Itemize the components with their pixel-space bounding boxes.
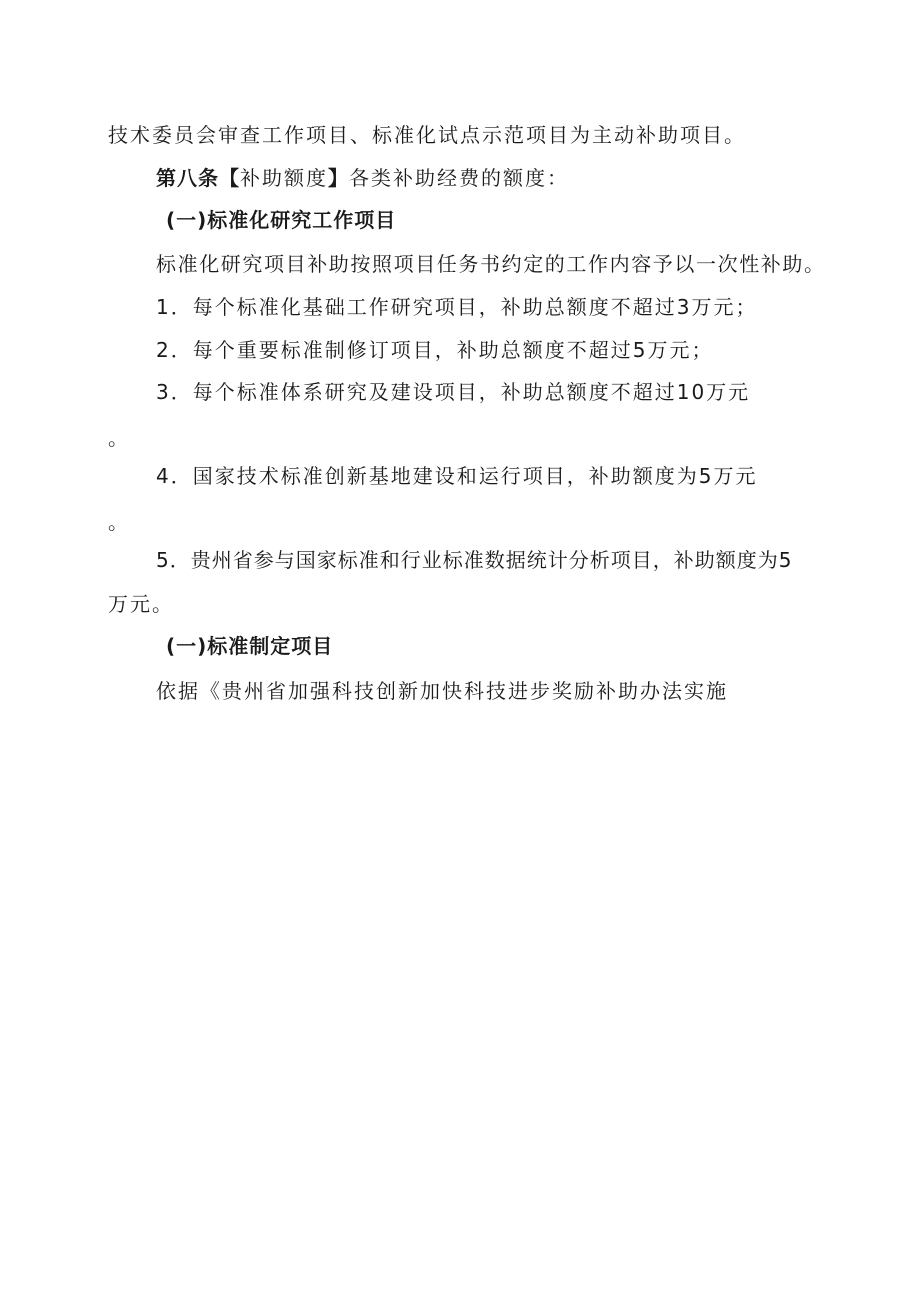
list-item: 2．每个重要标准制修订项目，补助总额度不超过5万元； xyxy=(156,338,714,362)
list-item-continuation: 。 xyxy=(108,510,130,534)
section-heading-standards: (一)标准制定项目 xyxy=(166,634,334,658)
list-item: 3．每个标准体系研究及建设项目，补助总额度不超过10万元 xyxy=(156,380,751,404)
paragraph-line: 标准化研究项目补助按照项目任务书约定的工作内容予以一次性补助。 xyxy=(156,252,826,276)
article-body: 各类补助经费的额度： xyxy=(349,166,569,190)
list-item: 5．贵州省参与国家标准和行业标准数据统计分析项目，补助额度为5 xyxy=(156,548,793,572)
article-eight-line xyxy=(156,164,569,192)
list-item: 4．国家技术标准创新基地建设和运行项目，补助额度为5万元 xyxy=(156,464,758,488)
section-heading-research: (一)标准化研究工作项目 xyxy=(166,208,397,232)
list-item-continuation: 万元。 xyxy=(108,592,174,616)
article-bracket-close: 】 xyxy=(328,166,349,190)
list-item-continuation: 。 xyxy=(108,426,130,450)
paragraph-line: 依据《贵州省加强科技创新加快科技进步奖励补助办法实施 xyxy=(156,679,728,703)
article-heading: 第八条【 xyxy=(156,166,240,190)
article-topic: 补助额度 xyxy=(240,166,328,190)
paragraph-line: 技术委员会审查工作项目、标准化试点示范项目为主动补助项目。 xyxy=(108,123,746,147)
list-item: 1．每个标准化基础工作研究项目，补助总额度不超过3万元； xyxy=(156,295,758,319)
